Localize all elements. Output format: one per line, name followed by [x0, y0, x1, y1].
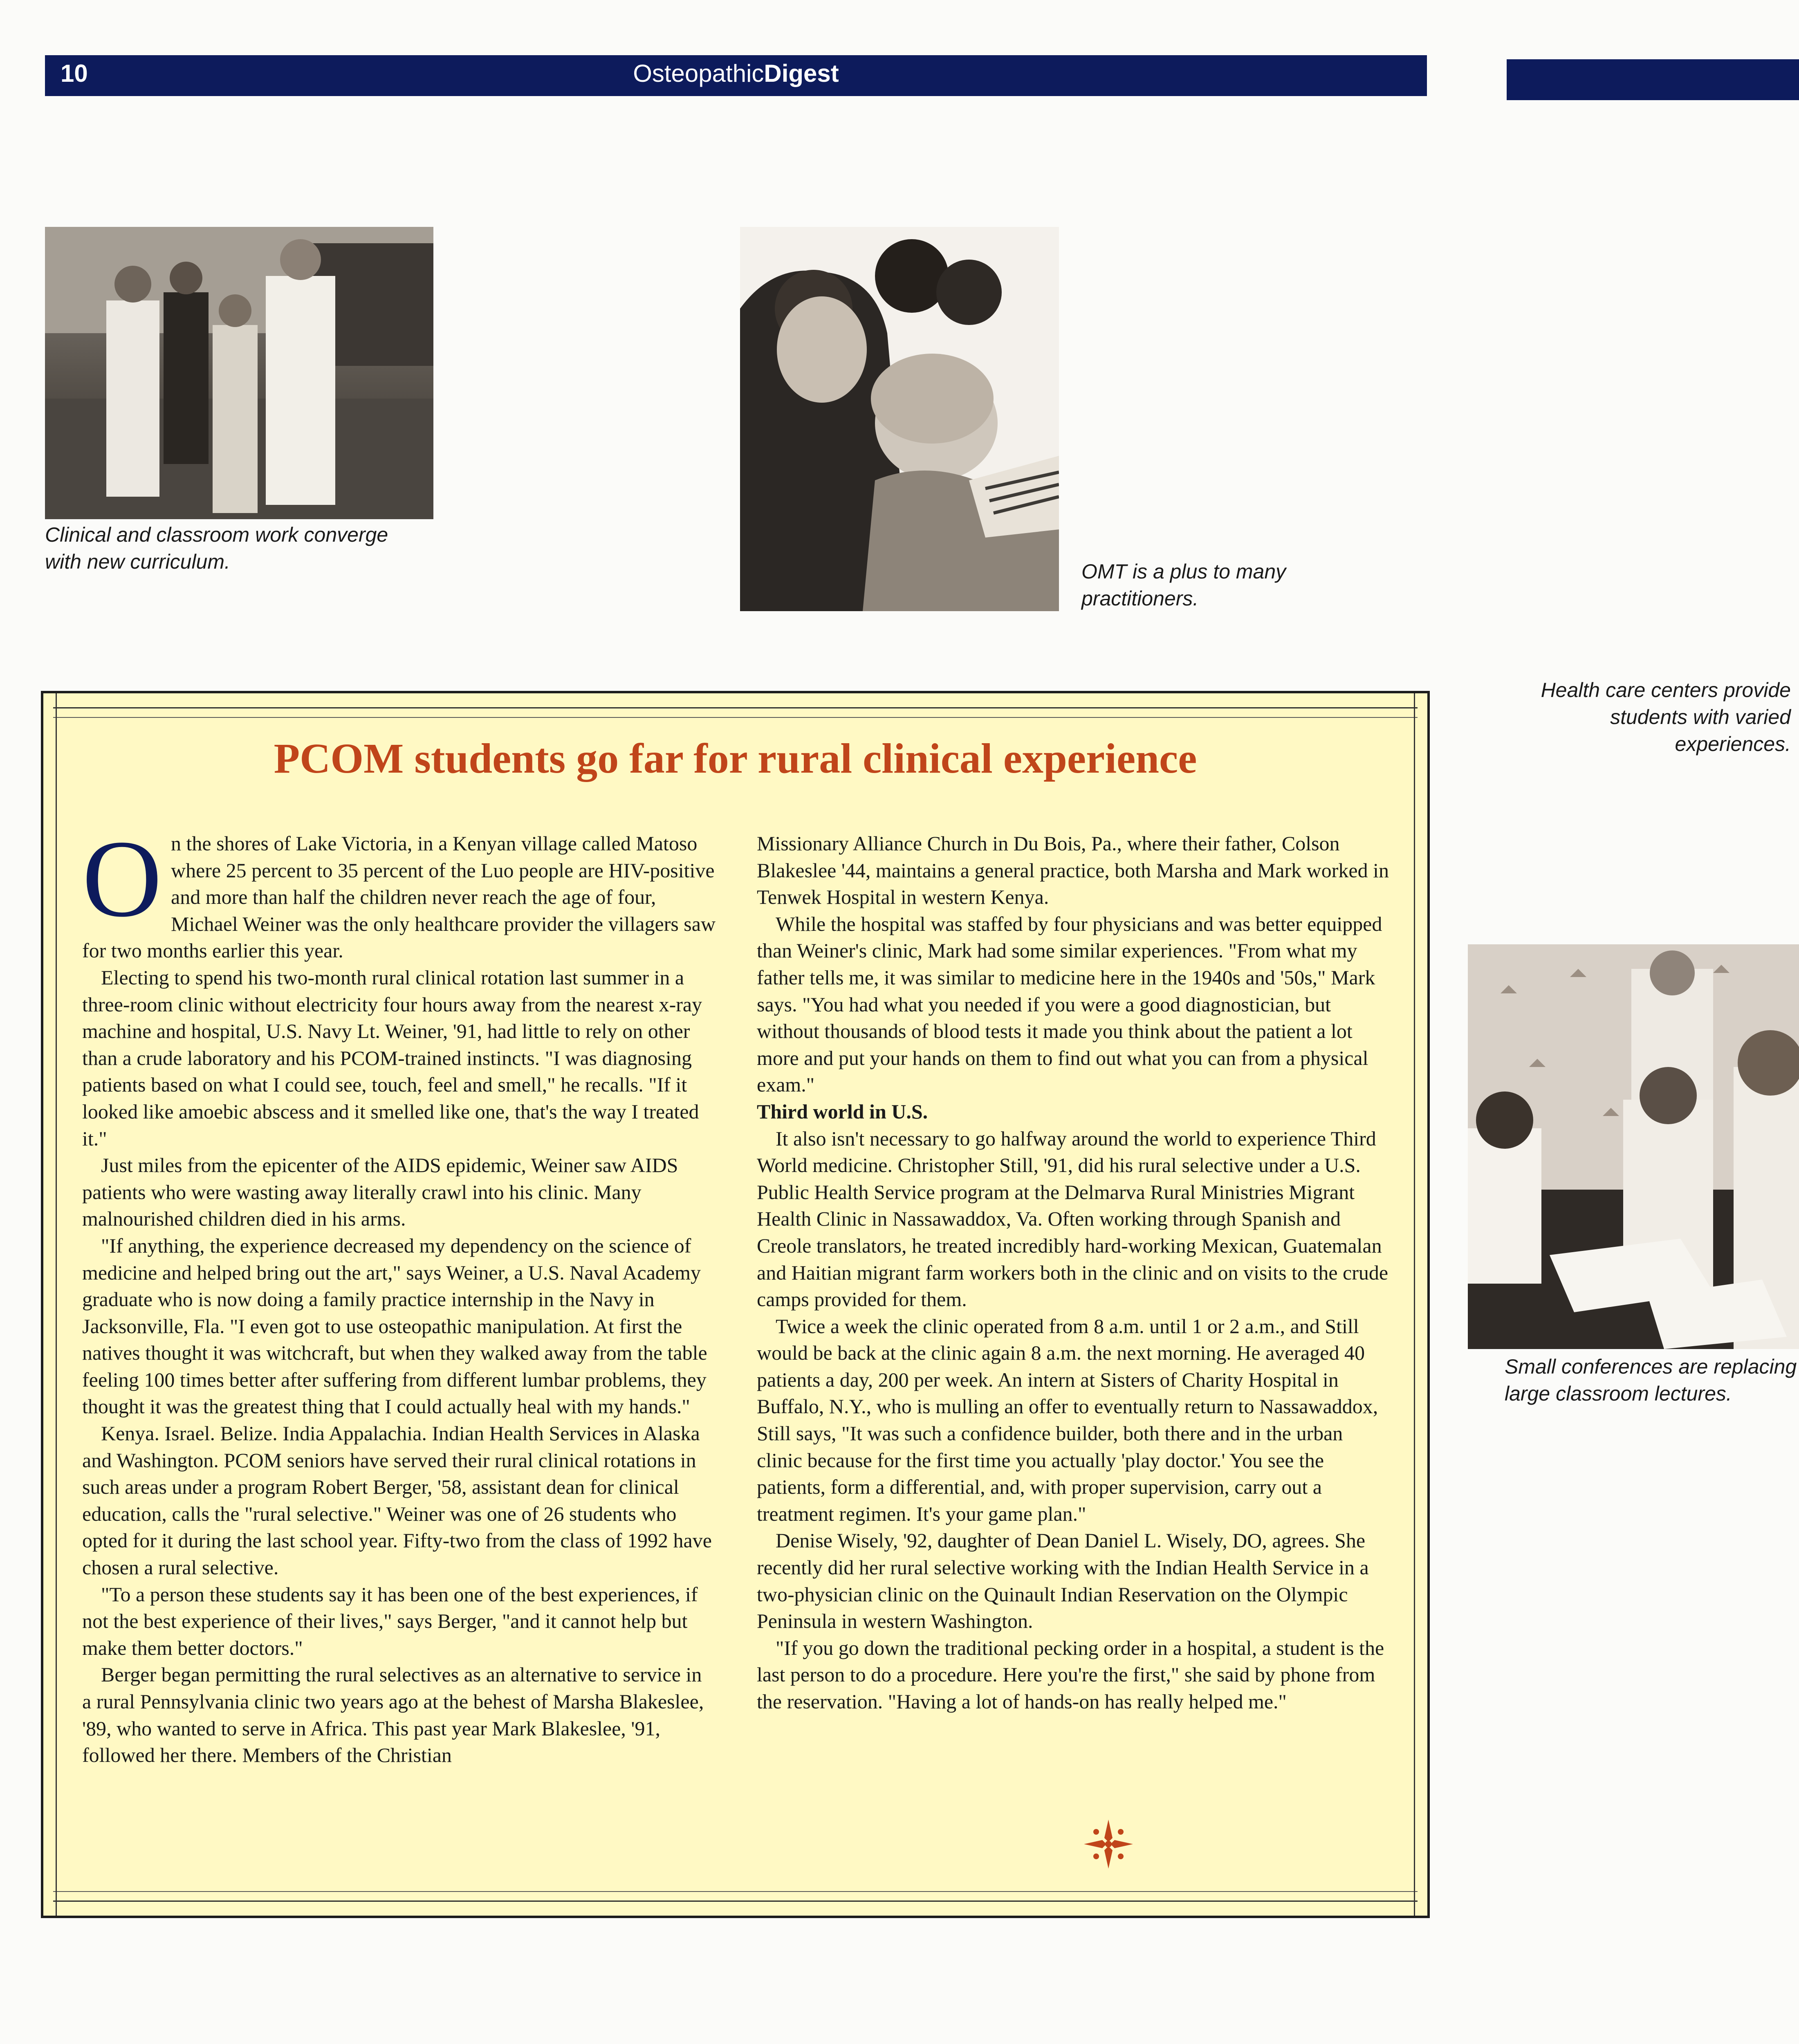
- article-paragraph: "If anything, the experience decreased my dependency on the science of medicine and helped bring out the art," says Weiner, a U.S. Naval Academy graduate who is now doing a family practice internship in the Navy in Jacksonville, Fla. "I even got to use osteopathic manipulation. At first the natives thought it was witchcraft, but when they walked away from the table feeling 100 times better after suffering from different lumbar problems, they thought it was the greatest thing that I could actually heal with my hands.": [82, 1234, 707, 1418]
- article-paragraph: Twice a week the clinic operated from 8 a.m. until 1 or 2 a.m., and Still would be back at the clinic again 8 a.m. the next morning. He averaged 40 patients a day, 200 per week. An intern at Sisters of Charity Hospital in Buffalo, N.Y., who is mulling an offer to eventually return to Nassawaddox, Still says, "It was such a confidence builder, both there and in the urban clinic because for the first time you actually 'play doctor.' You see the patients, form a differential, and, with proper supervision, carry out a treatment regimen. It's your game plan.": [757, 1314, 1378, 1525]
- article-paragraph: "To a person these students say it has been one of the best experiences, if not the best experience of their lives," says Berger, "and it cannot help but make them better doctors.": [82, 1582, 698, 1659]
- article-title: PCOM students go far for rural clinical experience: [274, 735, 1197, 782]
- article-paragraph: [82, 818, 716, 964]
- article-paragraph: Just miles from the epicenter of the AIDS epidemic, Weiner saw AIDS patients who were wasting away literally crawl into his clinic. Many malnourished children died in his arms.: [82, 1154, 678, 1230]
- article-paragraph: Kenya. Israel. Belize. India Appalachia. Indian Health Services in Alaska and Washington. PCOM seniors have served their rural clinical rotations in such areas under a program Robert Berger, '58, assistant dean for clinical education, calls the "rural selective." Weiner was one of 26 students who opted for it during the last school year. Fifty-two from the class of 1992 have chosen a rural selective.: [82, 1422, 712, 1579]
- paragraph-text: n the shores of Lake Victoria, in a Kenyan village called Matoso where 25 percent to 35 percent of the Luo people are HIV-positive and more than half the children never reach the age of four, Michael Weiner was the only healthcare provider the villagers saw for two months earlier this year.: [82, 832, 716, 962]
- box-left-rule: [56, 693, 57, 1916]
- article-subhead: Third world in U.S.: [757, 1100, 928, 1123]
- magazine-name-bold: Digest: [764, 60, 839, 87]
- box-right-rule: [1414, 693, 1415, 1916]
- adjacent-page-header-bar: [1507, 59, 1799, 100]
- header-bar: [45, 55, 1427, 96]
- end-ornament-icon: [1082, 1818, 1135, 1871]
- magazine-name-regular: Osteopathic: [633, 60, 764, 87]
- caption-conferences: Small conferences are replacing large classroom lectures.: [1505, 1355, 1797, 1405]
- article-paragraph: While the hospital was staffed by four physicians and was better equipped than Weiner's clinic, Mark had some similar experiences. "From what my father tells me, it was similar to medicine here in the 1940s and '50s," Mark says. "You had what you needed if you were a good diagnostician, but without thousands of blood tests it made you think about the patient a lot more and put your hands on them to find out what you can from a physical exam.": [757, 912, 1382, 1096]
- article-paragraph: It also isn't necessary to go halfway around the world to experience Third World medicine. Christopher Still, '91, did his rural selective under a U.S. Public Health Service program at the Delmarva Rural Ministries Migrant Health Clinic in Nassawaddox, Va. Often working through Spanish and Creole translators, he treated incredibly hard-working Mexican, Guatemalan and Haitian migrant farm workers both in the clinic and on visits to the crude camps provided for them.: [757, 1127, 1389, 1311]
- photo-small-conference: [1468, 944, 1799, 1349]
- article-column-right: [757, 830, 1391, 1715]
- article-paragraph: Berger began permitting the rural selectives as an alternative to service in a rural Pennsylvania clinic two years ago at the behest of Marsha Blakeslee, '89, who wanted to serve in Africa. This past year Mark Blakeslee, '91, followed her there. Members of the Christian: [82, 1663, 704, 1767]
- article-paragraph: "If you go down the traditional pecking order in a hospital, a student is the last person to do a procedure. Here you're the first," she said by phone from the reservation. "Having a lot of hands-on has really helped me.": [757, 1636, 1384, 1713]
- caption-omt: OMT is a plus to many practitioners.: [1081, 560, 1286, 610]
- caption-clinical: Clinical and classroom work converge with new curriculum.: [45, 523, 388, 573]
- caption-health-centers: Health care centers provide students with varied experiences.: [1541, 679, 1791, 755]
- page-number: 10: [61, 60, 88, 87]
- sidebar-article-box: [41, 691, 1430, 1918]
- article-paragraph: Electing to spend his two-month rural clinical rotation last summer in a three-room clinic without electricity four hours away from the nearest x-ray machine and hospital, U.S. Navy Lt. Weiner, '91, had little to rely on other than a crude laboratory and his PCOM-trained instincts. "I was diagnosing patients based on what I could see, touch, feel and smell," he recalls. "If it looked like amoebic abscess and it smelled like one, that's the way I treated it.": [82, 966, 702, 1150]
- magazine-name: [45, 59, 1427, 87]
- article-paragraph: Missionary Alliance Church in Du Bois, Pa., where their father, Colson Blakeslee '44, maintains a general practice, both Marsha and Mark worked in Tenwek Hospital in western Kenya.: [757, 832, 1389, 909]
- drop-cap: O: [82, 818, 162, 940]
- photo-omt: [740, 227, 1059, 611]
- photo-clinical-group: [45, 227, 433, 519]
- article-paragraph: Denise Wisely, '92, daughter of Dean Daniel L. Wisely, DO, agrees. She recently did her rural selective working with the Indian Health Service in a two-physician clinic on the Quinault Indian Reservation on the Olympic Peninsula in western Washington.: [757, 1529, 1369, 1633]
- article-column-left: [82, 818, 716, 1769]
